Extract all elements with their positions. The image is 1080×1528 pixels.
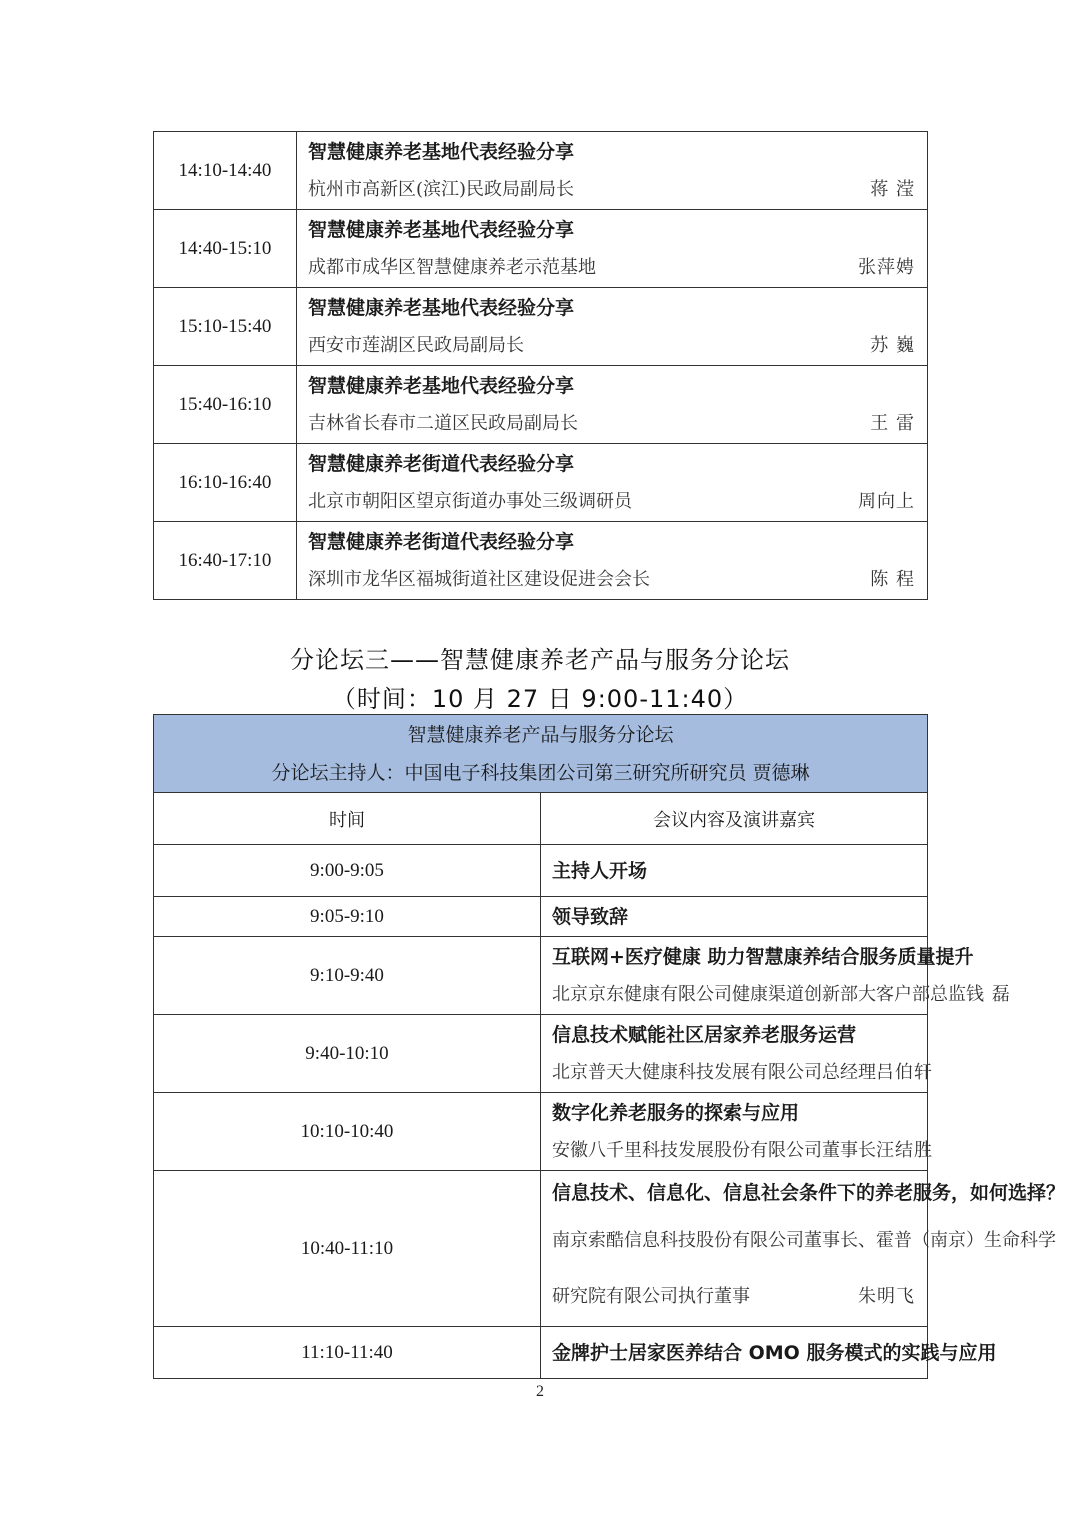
content-cell (297, 288, 928, 366)
speaker-org-line1: 南京索酷信息科技股份有限公司董事长、霍普（南京）生命科学 (552, 1229, 1056, 1251)
table-row (154, 132, 928, 210)
time-cell: 11:10-11:40 (154, 1327, 541, 1379)
column-header-content: 会议内容及演讲嘉宾 (541, 793, 928, 845)
speaker-name: 王 雷 (870, 412, 915, 434)
table-row (154, 366, 928, 444)
speaker-name: 苏 巍 (870, 334, 915, 356)
topic-title: 信息技术赋能社区居家养老服务运营 (552, 1023, 857, 1046)
speaker-org: 西安市莲湖区民政局副局长 (308, 334, 524, 356)
content-cell (541, 1171, 1066, 1327)
time-cell: 9:00-9:05 (154, 845, 541, 897)
topic-title: 智慧健康养老街道代表经验分享 (308, 452, 575, 475)
speaker-name: 蒋 滢 (870, 178, 915, 200)
time-cell: 9:10-9:40 (154, 937, 541, 1015)
table-row (154, 1093, 928, 1171)
speaker-line (552, 976, 1011, 1014)
speaker-line (308, 405, 915, 443)
time-cell: 9:40-10:10 (154, 1015, 541, 1093)
schedule-table-1-body (154, 132, 928, 600)
speaker-org: 成都市成华区智慧健康养老示范基地 (308, 256, 596, 278)
topic-title: 智慧健康养老基地代表经验分享 (308, 296, 575, 319)
speaker-line (552, 1054, 933, 1092)
topic-title: 信息技术、信息化、信息社会条件下的养老服务，如何选择？ (552, 1181, 1066, 1204)
content-cell (541, 1093, 933, 1171)
table-row (154, 1015, 928, 1093)
speaker-line (552, 1270, 915, 1324)
time-cell: 15:10-15:40 (154, 288, 297, 366)
content-cell (297, 132, 928, 210)
speaker-name: 汪结胜 (876, 1139, 933, 1161)
content-cell (297, 366, 928, 444)
forum-host: 分论坛主持人：中国电子科技集团公司第三研究所研究员 贾德琳 (271, 761, 810, 784)
topic-title: 智慧健康养老基地代表经验分享 (308, 218, 575, 241)
time-cell: 15:40-16:10 (154, 366, 297, 444)
table-row (154, 444, 928, 522)
content-cell (541, 845, 928, 897)
content-cell (541, 1327, 997, 1379)
topic-title: 主持人开场 (552, 859, 648, 882)
column-header-row (154, 793, 928, 845)
speaker-org: 北京市朝阳区望京街道办事处三级调研员 (308, 490, 632, 512)
speaker-line (308, 327, 915, 365)
time-cell: 9:05-9:10 (154, 897, 541, 937)
time-cell: 10:40-11:10 (154, 1171, 541, 1327)
page-number: 2 (536, 1383, 544, 1400)
time-cell: 16:10-16:40 (154, 444, 297, 522)
table-row (154, 210, 928, 288)
speaker-name: 张萍娉 (858, 256, 915, 278)
time-cell: 14:40-15:10 (154, 210, 297, 288)
topic-title: 领导致辞 (552, 905, 629, 928)
speaker-org: 杭州市高新区(滨江)民政局副局长 (308, 178, 575, 200)
topic-title: 智慧健康养老基地代表经验分享 (308, 374, 575, 397)
topic-title: 智慧健康养老基地代表经验分享 (308, 140, 575, 163)
table-row (154, 522, 928, 600)
time-cell: 16:40-17:10 (154, 522, 297, 600)
speaker-org: 北京普天大健康科技发展有限公司总经理 (552, 1061, 876, 1083)
speaker-name: 陈 程 (870, 568, 915, 590)
table-row (154, 937, 928, 1015)
content-cell (297, 522, 928, 600)
speaker-org-line2: 研究院有限公司执行董事 (552, 1285, 750, 1307)
speaker-org: 深圳市龙华区福城街道社区建设促进会会长 (308, 568, 650, 590)
table-row (154, 845, 928, 897)
content-cell (541, 1015, 933, 1093)
content-cell (297, 210, 928, 288)
speaker-org: 北京京东健康有限公司健康渠道创新部大客户部总监 (552, 983, 966, 1005)
column-header-time: 时间 (154, 793, 541, 845)
speaker-line (308, 561, 915, 599)
speaker-name: 朱明飞 (858, 1285, 915, 1307)
table-row (154, 288, 928, 366)
speaker-name: 钱 磊 (966, 983, 1011, 1005)
speaker-line (308, 483, 915, 521)
section-title: 分论坛三——智慧健康养老产品与服务分论坛 (290, 646, 790, 674)
topic-title: 智慧健康养老街道代表经验分享 (308, 530, 575, 553)
schedule-table-1 (153, 131, 928, 600)
schedule-table-2-body (154, 715, 1066, 1379)
topic-title: 数字化养老服务的探索与应用 (552, 1101, 800, 1124)
speaker-org: 安徽八千里科技发展股份有限公司董事长 (552, 1139, 876, 1161)
content-cell (541, 897, 928, 937)
time-cell: 10:10-10:40 (154, 1093, 541, 1171)
section-time: （时间：10 月 27 日 9:00-11:40） (331, 685, 749, 713)
topic-title: 金牌护士居家医养结合 OMO 服务模式的实践与应用 (552, 1341, 997, 1364)
time-cell: 14:10-14:40 (154, 132, 297, 210)
schedule-table-2 (153, 714, 1066, 1379)
content-cell (541, 937, 1011, 1015)
topic-title: 互联网+医疗健康 助力智慧康养结合服务质量提升 (552, 945, 974, 968)
table-row (154, 1327, 928, 1379)
table-row (154, 1171, 928, 1327)
speaker-line (552, 1132, 933, 1170)
forum-header-row (154, 715, 928, 793)
content-cell (297, 444, 928, 522)
table-row (154, 897, 928, 937)
speaker-name: 吕伯轩 (876, 1061, 933, 1083)
speaker-line (308, 249, 915, 287)
speaker-org: 吉林省长春市二道区民政局副局长 (308, 412, 578, 434)
speaker-name: 周向上 (858, 490, 915, 512)
speaker-line (308, 171, 915, 209)
forum-name: 智慧健康养老产品与服务分论坛 (407, 723, 674, 746)
forum-header-cell (154, 715, 928, 793)
